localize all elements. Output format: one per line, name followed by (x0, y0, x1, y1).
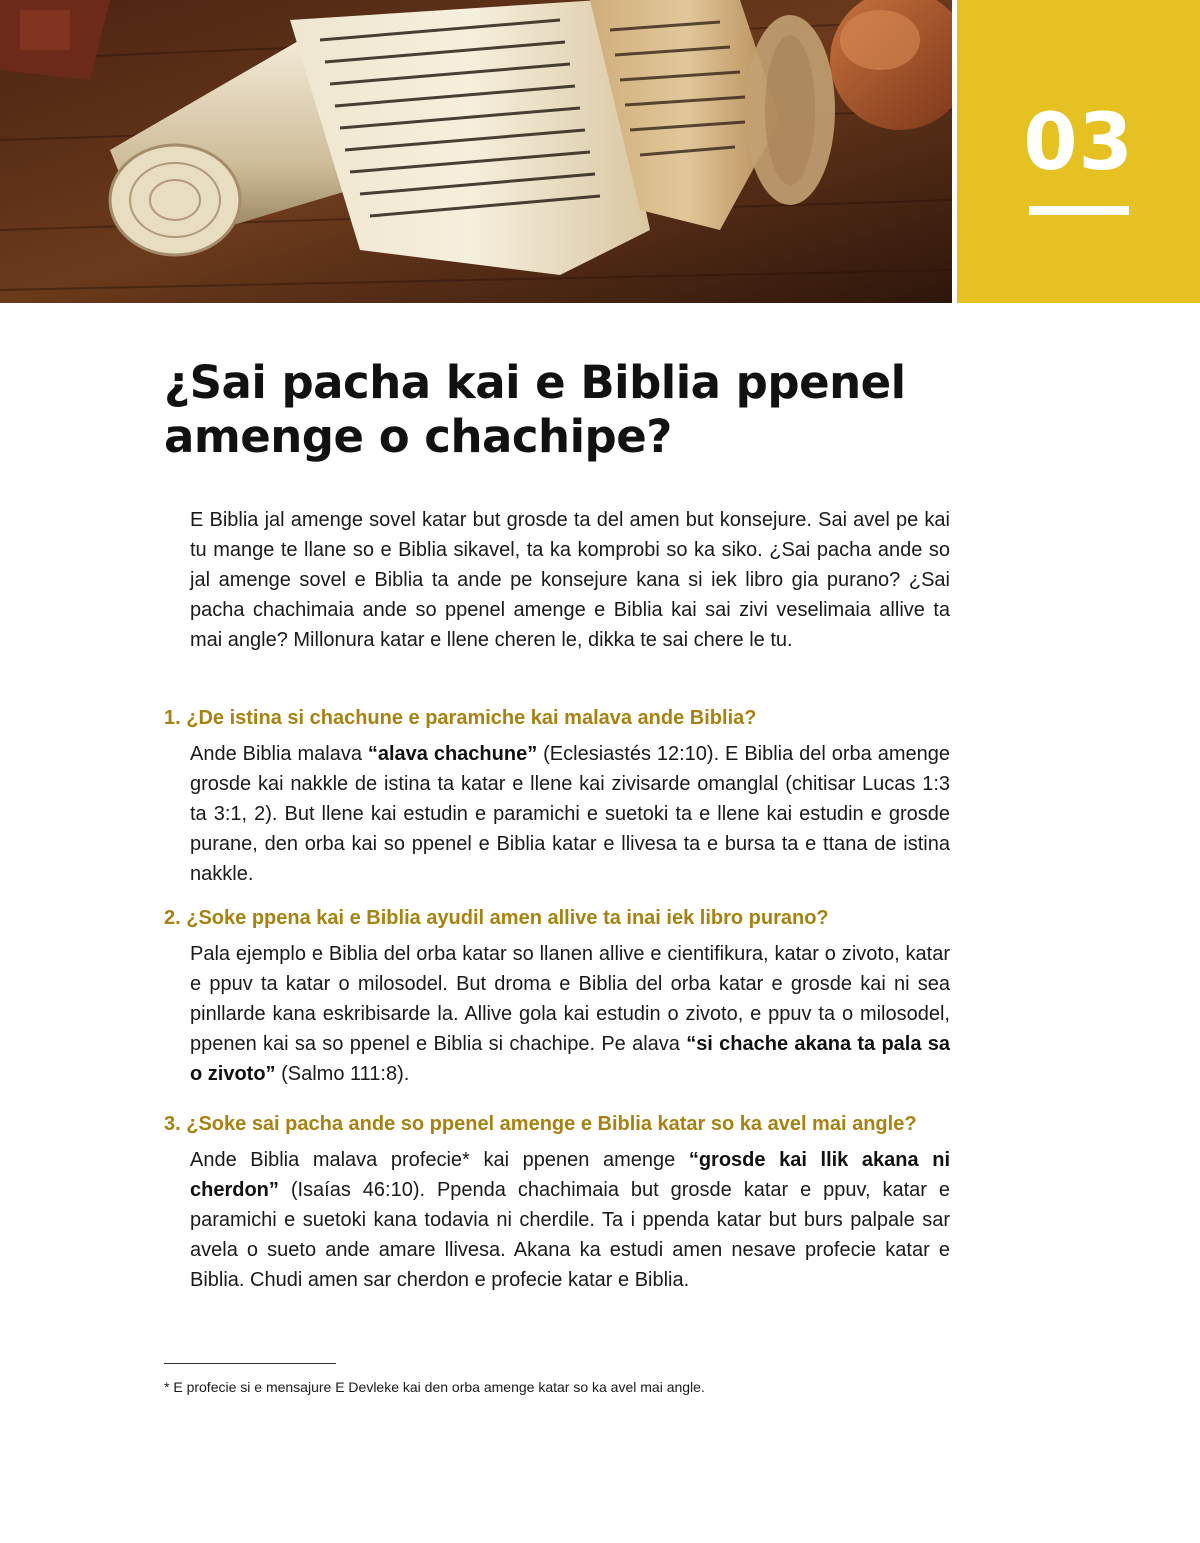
scripture-quote: “alava chachune” (367, 743, 538, 765)
question-2 (164, 903, 954, 1089)
intro-paragraph: E Biblia jal amenge sovel katar but grosde ta del amen but konsejure. Sai avel pe kai tu mange te llane so e Biblia sikavel, ta ka komprobi so ka siko. ¿Sai pacha ande so jal amenge sovel e Biblia ta ande pe konsejure kana si iek libro gia purano? ¿Sai pacha chachimaia ande so ppenel amenge e Biblia kai sai zivi veselimaia allive ta mai angle? Millonura katar e llene cheren le, dikka te sai chere le tu. (190, 509, 950, 651)
scripture-quote: “si chache akana ta pala sa o zivoto” (190, 1033, 951, 1085)
body-text: (Eclesiastés 12:10). E Biblia del orba amenge grosde kai nakkle de istina ta katar e llene kai zivisarde omanglal (chitisar Lucas 1:3 ta 3:1, 2). But llene kai estudin e paramichi e suetoki ta e llene kai estudin e grosde purane, den orba kai so ppenel e Biblia katar e llivesa ta e bursa ta e ttana de istina nakkle. (190, 743, 950, 885)
scripture-quote: “grosde kai llik akana ni cherdon” (190, 1149, 950, 1201)
footnote-divider (164, 1363, 336, 1364)
lesson-number-badge (957, 0, 1200, 303)
body-text: Ande Biblia malava (190, 743, 368, 765)
question-heading: 2. ¿Soke ppena kai e Biblia ayudil amen allive ta inai iek libro purano? (164, 907, 829, 929)
lesson-number: 03 (1023, 98, 1134, 188)
question-1 (164, 703, 954, 889)
page-title: ¿Sai pacha kai e Biblia ppenel amenge o chachipe? (164, 356, 906, 463)
hero-image-scrolls (0, 0, 952, 303)
body-text: Ande Biblia malava profecie* kai ppenen amenge (190, 1149, 689, 1171)
question-body (190, 739, 950, 889)
footnote: * E profecie si e mensajure E Devleke kai den orba amenge katar so ka avel mai angle. (164, 1379, 705, 1395)
question-heading: 1. ¿De istina si chachune e paramiche kai malava ande Biblia? (164, 707, 757, 729)
question-3 (164, 1109, 954, 1295)
body-text: (Isaías 46:10). Ppenda chachimaia but grosde katar e ppuv, katar e paramichi e suetoki kana todavia ni cherdile. Ta i ppenda katar but burs palpale sar avela o sueto ande amare llivesa. Akana ka estudi amen nesave profecie katar e Biblia. Chudi amen sar cherdon e profecie katar e Biblia. (190, 1179, 950, 1291)
question-heading: 3. ¿Soke sai pacha ande so ppenel amenge e Biblia katar so ka avel mai angle? (164, 1113, 917, 1135)
body-text: (Salmo 111:8). (275, 1063, 410, 1085)
question-body (190, 1145, 950, 1295)
question-body (190, 939, 950, 1089)
lesson-number-underline (1029, 206, 1129, 215)
body-text: Pala ejemplo e Biblia del orba katar so llanen allive e cientifikura, katar o zivoto, katar e ppuv ta katar o milosodel. But droma e Biblia del orba katar e grosde kai ni sea pinllarde kana eskribisarde la. Allive gola kai estudin o zivoto, e ppuv ta o milosodel, ppenen kai sa so ppenel e Biblia si chachipe. Pe alava (190, 943, 950, 1055)
